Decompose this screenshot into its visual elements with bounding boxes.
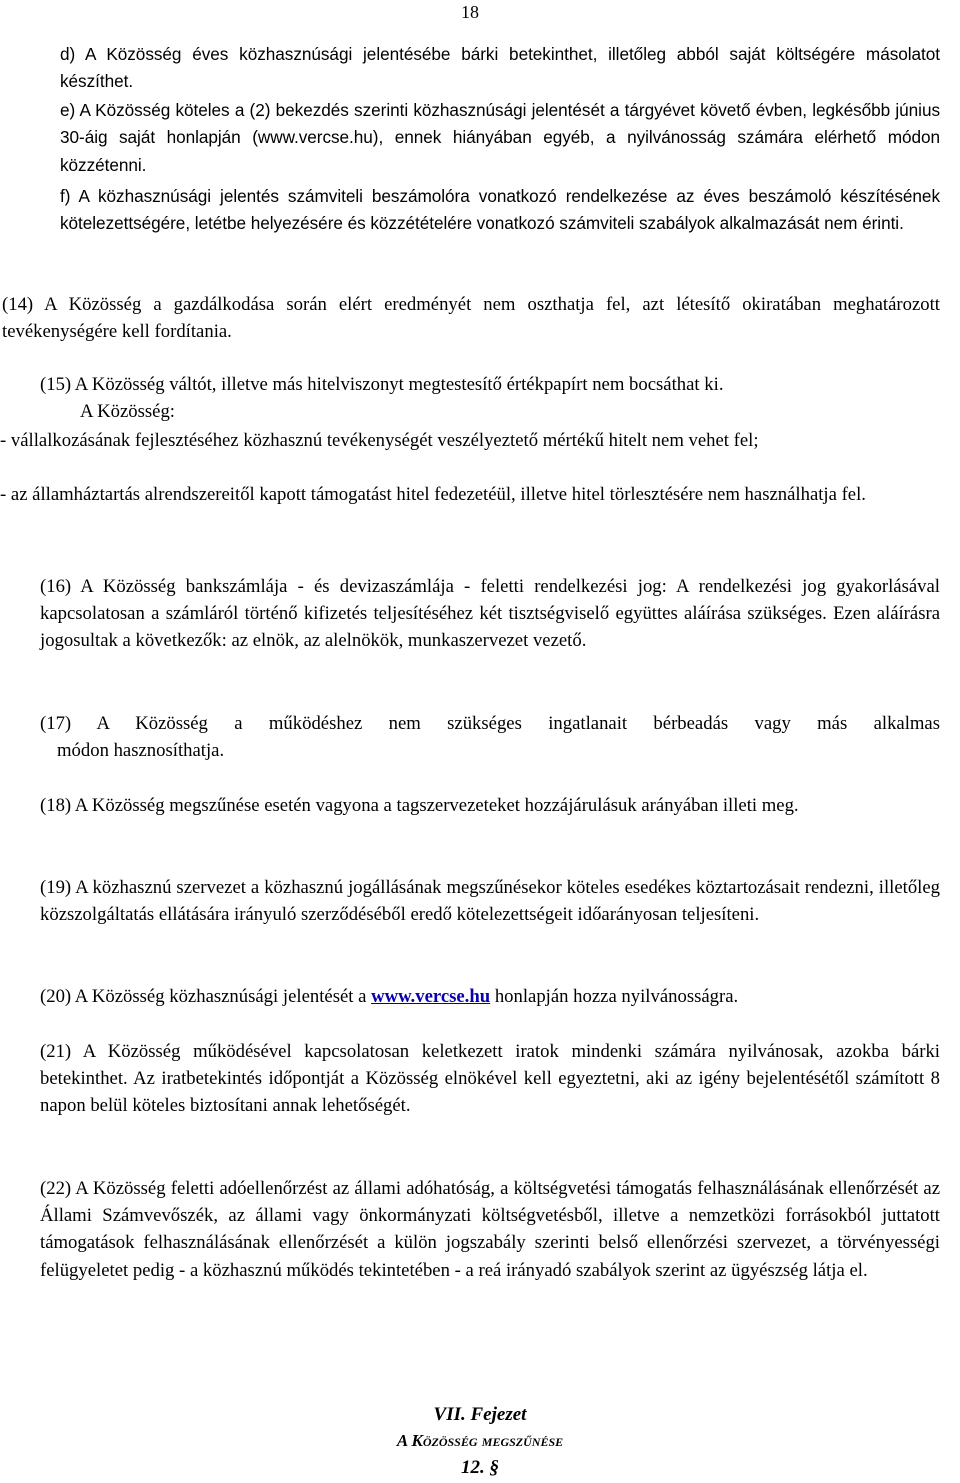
paragraph-21: (21) A Közösség működésével kapcsolatosan keletkezett iratok mindenki számára nyilvánosak, azokba bárki betekinthet. Az iratbetekintés időpontját a Közösség elnökével kell egyeztetni, aki az igény bejelentésétől számított 8 napon belül köteles biztosítani annak lehetőségét. <box>40 1041 940 1117</box>
paragraph-22: (22) A Közösség feletti adóellenőrzést az állami adóhatóság, a költségvetési támogatás felhasználásának ellenőrzését az Állami Számvevőszék, az állami vagy önkormányzati költségvetésből, illetve a nemzetközi forrásokból juttatott támogatások felhasználásának ellenőrzését a külön jogszabály szerinti belső ellenőrzési szervezet, a törvényességi felügyeletet pedig - a közhasznú működés tekintetében - a reá irányadó szabályok szerint az ügyészség látja el. <box>40 1178 940 1281</box>
paragraph-18: (18) A Közösség megszűnése esetén vagyona a tagszervezeteket hozzájárulásuk arányában illeti meg. <box>40 795 799 816</box>
chapter-number: VII. Fejezet <box>433 1404 527 1425</box>
paragraph-16: (16) A Közösség bankszámlája - és devizaszámlája - feletti rendelkezési jog: A rendelkezési jog gyakorlásával kapcsolatosan a számláról történő kifizetés teljesítéséhez két tisztségviselő együttes aláírása szükséges. Ezen aláírásra jogosultak a következők: az elnök, az alelnökök, munkaszervezet vezető. <box>40 576 940 652</box>
website-link[interactable]: www.vercse.hu <box>371 986 491 1007</box>
paragraph-15-item-2: - az államháztartás alrendszereitől kapott támogatást hitel fedezetéül, illetve hitel törlesztésére nem használhatja fel. <box>0 484 866 505</box>
paragraph-d: d) A Közösség éves közhasznúsági jelentésébe bárki betekinthet, illetőleg abból saját költségére másolatot készíthet. <box>60 44 940 92</box>
paragraph-20-text-before: (20) A Közösség közhasznúsági jelentését a <box>40 986 372 1007</box>
paragraph-15: (15) A Közösség váltót, illetve más hitelviszonyt megtestesítő értékpapírt nem bocsáthat ki. <box>40 374 724 395</box>
paragraph-19: (19) A közhasznú szervezet a közhasznú jogállásának megszűnésekor köteles esedékes köztartozásait rendezni, illetőleg közszolgáltatás ellátására irányuló szerződéséből eredő kötelezettségeit időarányosan teljesíteni. <box>40 877 940 926</box>
paragraph-17 <box>40 710 940 764</box>
paragraph-f: f) A közhasznúsági jelentés számviteli beszámolóra vonatkozó rendelkezése az éves beszámoló készítésének kötelezettségére, letétbe helyezésére és közzétételére vonatkozó számviteli szabályok alkalmazását nem érinti. <box>60 186 940 234</box>
paragraph-17-line-1: (17) A Közösség a működéshez nem szükséges ingatlanait bérbeadás vagy más alkalmas <box>40 713 940 734</box>
section-number: 12. § <box>461 1457 499 1478</box>
chapter-title: A Közösség megszűnése <box>396 1431 564 1450</box>
paragraph-17-line-2: módon hasznosíthatja. <box>57 740 225 762</box>
page-number: 18 <box>461 2 479 22</box>
paragraph-15-subject: A Közösség: <box>80 401 175 422</box>
paragraph-14: (14) A Közösség a gazdálkodása során elért eredményét nem oszthatja fel, azt létesítő okiratában meghatározott tevékenységére kell fordítania. <box>2 294 940 343</box>
paragraph-20 <box>40 983 940 1010</box>
paragraph-20-text-after: honlapján hozza nyilvánosságra. <box>490 986 739 1007</box>
paragraph-e: e) A Közösség köteles a (2) bekezdés szerinti közhasznúsági jelentését a tárgyévet követő évben, legkésőbb június 30-áig saját honlapján (www.vercse.hu), ennek hiányában egyéb, a nyilvánosság számára elérhető módon közzétenni. <box>60 100 940 175</box>
paragraph-15-item-1: - vállalkozásának fejlesztéséhez közhasznú tevékenységét veszélyeztető mértékű hitelt nem vehet fel; <box>0 430 759 451</box>
